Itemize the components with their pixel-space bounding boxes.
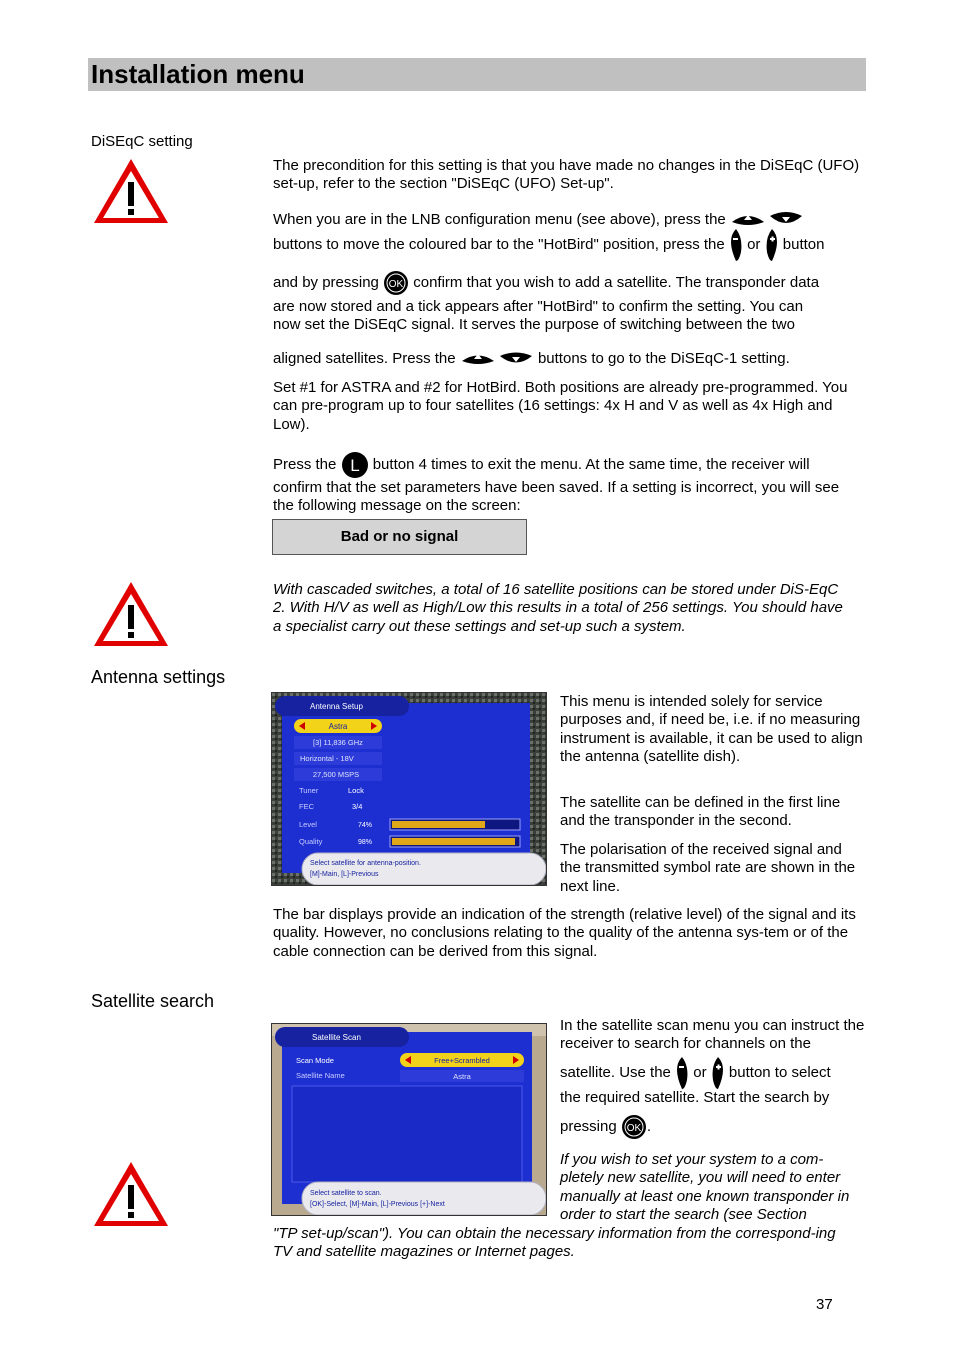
text: buttons to move the coloured bar to the "HotBird" position, press the — [273, 235, 725, 253]
osd-hint-1: Select satellite for antenna-position. — [310, 860, 421, 867]
osd-satellite-name-label: Satellite Name — [296, 1071, 345, 1080]
up-down-arrow-buttons-icon — [730, 210, 804, 230]
minus-button-icon — [675, 1056, 689, 1090]
diseqc-note: With cascaded switches, a total of 16 satellite positions can be stored under DiS-EqC 2. With H/V as well as High/Low this results in a total of 256 settings. You should have a specialist carry out these settings and set-up such a system. — [273, 581, 843, 635]
osd-title: Satellite Scan — [312, 1033, 361, 1042]
search-paragraph-3 — [560, 1114, 880, 1140]
antenna-paragraph-3: The polarisation of the received signal and the transmitted symbol rate are shown in the next line. — [560, 841, 856, 895]
osd-tuner-value: Lock — [348, 786, 364, 795]
text: confirm that you wish to add a satellite. The transponder data — [413, 273, 820, 291]
diseqc-paragraph-2-line-1 — [273, 210, 873, 230]
text: button — [782, 235, 825, 253]
search-note: If you wish to set your system to a com-pletely new satellite, you will need to enter manually at least one known transponder in order to start the search (see Section — [560, 1151, 850, 1223]
text: button 4 times to exit the menu. At the same time, the receiver will — [372, 455, 810, 473]
diseqc-paragraph-2-line-4: are now stored and a tick appears after "HotBird" to confirm the setting. You can — [273, 298, 804, 315]
search-paragraph-2-line-1 — [560, 1056, 880, 1090]
diseqc-paragraph-4-line-1 — [273, 451, 873, 479]
osd-hint-2: [OK]-Select, [M]-Main, [L]-Previous [+]-Next — [310, 1201, 445, 1208]
svg-text:OK: OK — [626, 1123, 642, 1134]
text: aligned satellites. Press the — [273, 350, 456, 367]
osd-title: Antenna Setup — [310, 702, 363, 711]
antenna-paragraph-1: This menu is intended solely for service purposes and, if need be, i.e. if no measuring instrument is available, it can be used to align the antenna (satellite dish). — [560, 693, 863, 765]
osd-quality-bar — [392, 838, 515, 845]
svg-text:OK: OK — [388, 279, 404, 290]
text: button to select — [728, 1063, 831, 1081]
osd-quality-value: 98% — [358, 839, 373, 846]
text: pressing — [560, 1117, 617, 1135]
osd-fec-value: 3/4 — [352, 802, 363, 811]
diseqc-paragraph-2-line-3 — [273, 270, 873, 296]
diseqc-paragraph-1: The precondition for this setting is that you have made no changes in the DiSEqC (UFO) set-up, refer to the section "DiSEqC (UFO) Set-up". — [273, 157, 860, 193]
search-paragraph-1: In the satellite scan menu you can instruct the receiver to search for channels on the — [560, 1017, 865, 1053]
ok-button-icon — [621, 1114, 647, 1140]
osd-level-label: Level — [299, 820, 317, 829]
page-number: 37 — [816, 1296, 833, 1313]
satellite-scan-screenshot — [271, 1023, 547, 1216]
antenna-paragraph-4: The bar displays provide an indication of the strength (relative level) of the signal and its quality. However, no conclusions relating to the quality of the antenna sys-tem or of the cable connection can be derived from this signal. — [273, 906, 856, 960]
osd-tuner-label: Tuner — [299, 786, 319, 795]
text: When you are in the LNB configuration menu (see above), press the — [273, 210, 726, 228]
search-paragraph-2-line-2: the required satellite. Start the search by — [560, 1089, 830, 1106]
osd-satellite: Astra — [328, 722, 348, 731]
antenna-setup-screenshot — [271, 692, 547, 886]
osd-level-bar — [392, 821, 485, 828]
text: satellite. Use the — [560, 1063, 671, 1081]
osd-symbol-rate: 27,500 MSPS — [312, 770, 360, 779]
text: and by pressing — [273, 273, 379, 291]
osd-quality-label: Quality — [299, 837, 323, 846]
osd-level-value: 74% — [358, 822, 373, 829]
osd-satellite-name-value: Astra — [453, 1072, 471, 1081]
text: Press the — [273, 455, 337, 473]
text: . — [646, 1117, 652, 1135]
ok-button-icon — [383, 270, 409, 296]
section-heading-diseqc: DiSEqC setting — [91, 133, 193, 150]
text: or — [693, 1063, 707, 1081]
warning-icon — [91, 579, 171, 649]
minus-button-icon — [729, 228, 743, 262]
text: or — [747, 235, 761, 253]
antenna-paragraph-2: The satellite can be defined in the first line and the transponder in the second. — [560, 794, 841, 830]
plus-button-icon — [765, 228, 779, 262]
diseqc-paragraph-3: Set #1 for ASTRA and #2 for HotBird. Both positions are already pre-programmed. You can pre-program up to four satellites (16 settings: 4x H and V as well as 4x High and Low). — [273, 379, 848, 433]
diseqc-paragraph-4-line-2: confirm that the set parameters have been saved. If a setting is incorrect, you will see the following message on the screen: — [273, 479, 840, 515]
osd-polarisation: Horizontal - 18V — [300, 754, 354, 763]
plus-button-icon — [711, 1056, 725, 1090]
osd-scan-mode-label: Scan Mode — [296, 1056, 334, 1065]
osd-hint-2: [M]-Main, [L]-Previous — [310, 871, 379, 878]
osd-scan-mode-value: Free+Scrambled — [434, 1056, 490, 1065]
svg-text:L: L — [349, 456, 360, 475]
osd-frequency: [3] 11,836 GHz — [313, 738, 363, 747]
text: buttons to go to the DiSEqC-1 setting. — [537, 350, 790, 367]
l-button-icon — [341, 451, 369, 479]
osd-hint-1: Select satellite to scan. — [310, 1190, 382, 1197]
section-heading-satellite-search: Satellite search — [91, 991, 215, 1011]
section-heading-antenna: Antenna settings — [91, 667, 226, 687]
page-title: Installation menu — [88, 58, 866, 91]
search-note-continued: "TP set-up/scan"). You can obtain the necessary information from the correspond-ing TV and satellite magazines or Internet pages. — [273, 1225, 836, 1261]
osd-fec-label: FEC — [299, 802, 314, 811]
diseqc-paragraph-2-line-5: now set the DiSEqC signal. It serves the purpose of switching between the two — [273, 316, 795, 333]
up-down-arrow-buttons-icon — [460, 350, 534, 368]
warning-icon — [91, 156, 171, 226]
diseqc-paragraph-2-line-2 — [273, 228, 873, 262]
signal-message-box: Bad or no signal — [272, 519, 527, 555]
diseqc-paragraph-2-line-6 — [273, 350, 873, 368]
warning-icon — [91, 1159, 171, 1229]
